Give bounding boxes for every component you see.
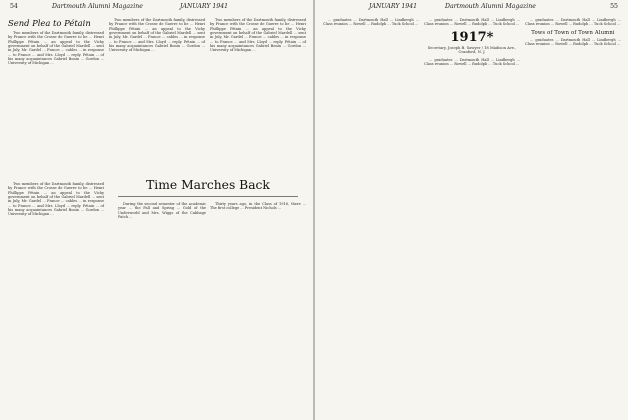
aside-heading: Tows of Town of Town Alumni — [531, 29, 615, 36]
left-page-number: 54 — [10, 3, 18, 10]
left-col2-text: Two members of the Dartmouth family, distressed by France with the Crosse de Guerre to be ... Henri Phillippe Pétain ... an appeal to the Vichy government on behalf of the Gabriel Mardell ... sent in July, Mr. Gardel ... France ... cables ... in response ... to France ... and Mrs. Lloyd ... reply. Pétain ... of his many acquaintances Gabriel Bonin ... Gordon ... University of Michigan ... — [109, 18, 205, 53]
right-running-head: Dartmouth Alumni Magazine — [445, 3, 536, 10]
right-running-date: JANUARY 1941 — [369, 3, 418, 10]
left-col3-text: Two members of the Dartmouth family, distressed by France with the Crosse de Guerre to be ... Henri Phillippe Pétain ... an appeal to the Vichy government on behalf of the Gabriel Mardell ... sent in July, Mr. Gardel ... France ... cables ... in response ... to France ... and Mrs. Lloyd ... reply. Pétain ... of his many acquaintances Gabriel Bonin ... Gordon ... University of Michigan ... — [210, 18, 306, 53]
title-rule — [118, 196, 298, 197]
plea-article-title: Send Plea to Pétain — [8, 18, 91, 28]
right-column-1 — [323, 18, 419, 413]
left-lower-text: Two members of the Dartmouth family, distressed by France with the Crosse de Guerre to be ... Henri Phillippe Pétain ... an appeal to the Vichy government on behalf of the Gabriel Mardell ... sent in July, Mr. Gardel ... France ... cables ... in response ... to France ... and Mrs. Lloyd ... reply. Pétain ... of his many acquaintances Gabriel Bonin ... Gordon ... University of Michigan ... — [8, 182, 104, 217]
right-col2-text: ... graduates ... Dartmouth Hall ... Lindbergh ... Class reunion ... Rowell ... Rudolph ... Tuck School ... — [424, 18, 520, 27]
class-secretary: Secretary, Joseph B. Sawyer / 18 Madison Ave., Cranford, N. J. — [427, 45, 517, 55]
tmb-column-1 — [118, 202, 206, 412]
right-column-3 — [525, 18, 621, 413]
right-col1-text: ... graduates ... Dartmouth Hall ... Lindbergh ... Class reunion ... Rowell ... Rudolph ... Tuck School ... — [323, 18, 419, 27]
left-column-3 — [210, 18, 306, 178]
right-col3-text-b: ... graduates ... Dartmouth Hall ... Lindbergh ... Class reunion ... Rowell ... Rudolph ... Tuck School ... — [525, 37, 621, 47]
tmb-column-2 — [210, 202, 306, 412]
left-page — [0, 0, 313, 420]
tmb-body: Thirty years ago, in the Class of 1916, there ... The first college ... President Nichols ... — [210, 202, 306, 211]
tmb-lead: During the second semester of the academic year ... the Fall and Spring ... Gold of the Underworld and Mrs. Wiggs of the Cabbage Patch ... — [118, 202, 206, 220]
left-lower-column-1 — [8, 182, 104, 412]
right-column-2 — [424, 18, 520, 413]
time-marches-back-title: Time Marches Back — [146, 178, 270, 192]
right-col3-text: ... graduates ... Dartmouth Hall ... Lindbergh ... Class reunion ... Rowell ... Rudolph ... Tuck School ... — [525, 18, 621, 27]
left-page-header — [10, 3, 303, 13]
left-column-2 — [109, 18, 205, 178]
right-page-number: 55 — [610, 3, 618, 10]
right-col2-text-b: ... graduates ... Dartmouth Hall ... Lindbergh ... Class reunion ... Rowell ... Rudolph ... Tuck School ... — [424, 57, 520, 66]
class-year-heading: 1917* — [450, 29, 494, 45]
right-page — [315, 0, 628, 420]
left-running-date: JANUARY 1941 — [180, 3, 229, 10]
left-running-head: Dartmouth Alumni Magazine — [52, 3, 143, 10]
right-page-header — [325, 3, 618, 13]
left-column-1 — [8, 18, 104, 188]
plea-article-body: Two members of the Dartmouth family, distressed by France with the Crosse de Guerre to be ... Henri Phillippe Pétain ... an appeal to the Vichy government on behalf of the Gabriel Mardell ... sent in July, Mr. Gardel ... France ... cables ... in response ... to France ... and Mrs. Lloyd ... reply. Pétain ... of his many acquaintances Gabriel Bonin ... Gordon ... University of Michigan ... — [8, 31, 104, 66]
